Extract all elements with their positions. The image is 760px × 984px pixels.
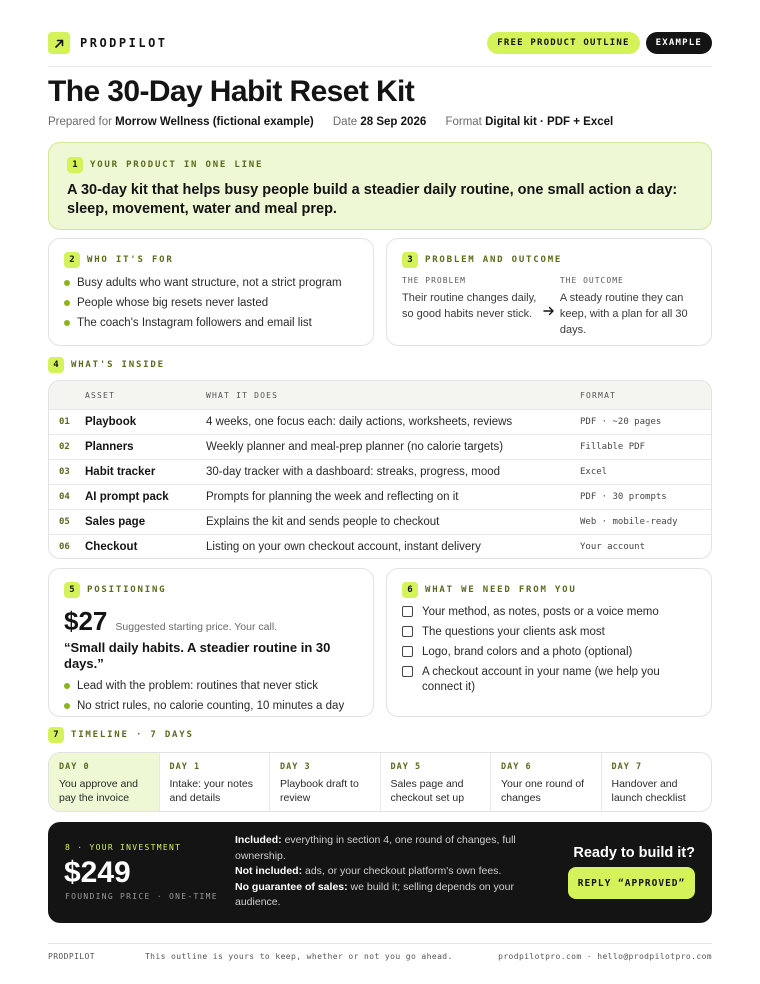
timeline-step <box>49 753 159 811</box>
date-label: Date <box>332 116 358 128</box>
checklist-label: Logo, brand colors and a photo (optional) <box>422 646 633 658</box>
checklist-item[interactable] <box>402 645 696 660</box>
date-value: 28 Sep 2026 <box>360 116 427 128</box>
checkbox[interactable] <box>402 606 413 617</box>
section-number: 3 <box>402 252 418 268</box>
timeline-text: Sales page and checkout set up <box>390 778 465 804</box>
prepared-label: Prepared for <box>48 116 112 128</box>
investment-subtitle: FOUNDING PRICE · ONE-TIME <box>65 892 218 901</box>
timeline-heading <box>48 727 194 743</box>
timeline-day: DAY 7 <box>611 762 643 772</box>
row-what: Prompts for planning the week and reflecting on it <box>206 491 459 503</box>
section-title: YOUR PRODUCT IN ONE LINE <box>90 160 264 170</box>
example-badge: EXAMPLE <box>646 32 712 54</box>
positioning-card <box>48 568 374 717</box>
timeline-text: You approve and pay the invoice <box>59 778 139 804</box>
brand-name: PRODPILOT <box>80 36 168 50</box>
timeline-text: Intake: your notes and details <box>169 778 253 804</box>
timeline-step <box>159 753 270 811</box>
who-its-for-card <box>48 238 374 346</box>
price-note: Suggested starting price. Your call. <box>115 621 278 633</box>
row-number: 04 <box>59 492 70 502</box>
table-row <box>49 459 711 484</box>
timeline-day: DAY 5 <box>390 762 422 772</box>
section-title: WHO IT'S FOR <box>87 255 174 265</box>
footer <box>48 952 712 961</box>
whats-inside-heading <box>48 357 165 373</box>
checklist-item[interactable] <box>402 605 696 620</box>
timeline-step <box>490 753 601 811</box>
section-title: WHAT WE NEED FROM YOU <box>425 585 577 595</box>
row-format: Your account <box>580 542 646 552</box>
page-title: The 30-Day Habit Reset Kit <box>48 75 415 108</box>
header-divider <box>48 66 712 67</box>
list-item: No strict rules, no calorie counting, 10 minutes a day <box>64 699 358 713</box>
row-asset: Checkout <box>85 541 138 553</box>
checkbox[interactable] <box>402 666 413 677</box>
requirements-checklist <box>402 605 696 695</box>
column-header-asset: ASSET <box>85 390 116 400</box>
row-asset: Habit tracker <box>85 466 156 478</box>
timeline-text: Handover and launch checklist <box>611 778 686 804</box>
row-asset: Planners <box>85 441 134 453</box>
row-number: 01 <box>59 417 70 427</box>
timeline-text: Your one round of changes <box>501 778 585 804</box>
row-format: Web · mobile-ready <box>580 517 678 527</box>
checklist-item[interactable] <box>402 665 696 695</box>
timeline-day: DAY 6 <box>501 762 532 772</box>
guarantee-label: No guarantee of sales: <box>235 880 348 893</box>
section-title: WHAT'S INSIDE <box>71 360 165 370</box>
not-included-label: Not included: <box>235 865 303 877</box>
section-number: 6 <box>402 582 418 598</box>
row-format: Excel <box>580 467 608 477</box>
row-what: 30-day tracker with a dashboard: streaks, progress, mood <box>206 466 501 478</box>
header <box>48 30 712 56</box>
row-format: PDF · 30 prompts <box>580 492 667 502</box>
checklist-label: The questions your clients ask most <box>422 626 605 638</box>
timeline-text: Playbook draft to review <box>280 778 359 804</box>
section-title: PROBLEM AND OUTCOME <box>425 255 563 265</box>
whats-inside-table <box>48 380 712 559</box>
table-row <box>49 534 711 559</box>
investment-terms <box>235 833 535 911</box>
section-number: 7 <box>48 727 64 743</box>
timeline <box>48 752 712 812</box>
guarantee-text: we build it; selling depends on your audience. <box>235 880 514 908</box>
arrow-right-icon <box>538 276 560 338</box>
positioning-list <box>64 679 358 713</box>
footer-note: This outline is yours to keep, whether or not you go ahead. <box>144 952 453 961</box>
row-number: 03 <box>59 467 70 477</box>
included-label: Included: <box>235 834 282 846</box>
timeline-step <box>269 753 380 811</box>
table-row <box>49 509 711 534</box>
row-asset: Sales page <box>85 516 146 528</box>
section-title: TIMELINE · 7 DAYS <box>71 730 194 740</box>
section-number: 1 <box>67 157 83 173</box>
list-item: People whose big resets never lasted <box>64 296 358 310</box>
prepared-value: Morrow Wellness (fictional example) <box>115 116 314 128</box>
what-we-need-card <box>386 568 712 717</box>
product-one-line: A 30-day kit that helps busy people build a steadier daily routine, one small action a day: sleep, movement, water and meal prep. <box>67 182 678 217</box>
row-what: Weekly planner and meal-prep planner (no calorie targets) <box>206 441 504 453</box>
outcome-label: THE OUTCOME <box>559 276 624 285</box>
list-item: The coach's Instagram followers and email list <box>64 316 358 330</box>
timeline-day: DAY 0 <box>59 762 90 772</box>
arrow-up-right-icon <box>48 32 70 54</box>
footer-brand: PRODPILOT <box>48 952 95 961</box>
checklist-label: A checkout account in your name (we help you connect it) <box>422 666 660 693</box>
row-asset: Playbook <box>85 416 137 428</box>
section-number: 5 <box>64 582 80 598</box>
checklist-label: Your method, as notes, posts or a voice memo <box>422 606 659 618</box>
table-row <box>49 484 711 509</box>
table-row <box>49 434 711 459</box>
footer-divider <box>48 943 712 944</box>
free-outline-badge: FREE PRODUCT OUTLINE <box>487 32 639 54</box>
section-title: POSITIONING <box>87 585 167 595</box>
row-what: Listing on your own checkout account, instant delivery <box>206 541 481 553</box>
footer-contact[interactable]: prodpilotpro.com · hello@prodpilotpro.com <box>498 952 712 961</box>
product-one-line-card <box>48 142 712 230</box>
table-row <box>49 409 711 434</box>
row-number: 06 <box>59 542 70 552</box>
row-number: 02 <box>59 442 70 452</box>
reply-approved-button[interactable]: REPLY “APPROVED” <box>568 867 695 899</box>
row-asset: AI prompt pack <box>85 491 169 503</box>
meta-line <box>48 116 613 128</box>
row-what: 4 weeks, one focus each: daily actions, worksheets, reviews <box>206 416 513 428</box>
suggested-price: $27 <box>64 606 108 636</box>
list-item: Lead with the problem: routines that never stick <box>64 679 358 693</box>
checkbox[interactable] <box>402 626 413 637</box>
row-what: Explains the kit and sends people to checkout <box>206 516 440 528</box>
included-text: everything in section 4, one round of changes, full ownership. <box>235 834 516 862</box>
investment-panel <box>48 822 712 923</box>
row-format: PDF · ~20 pages <box>580 417 662 427</box>
column-header-format: FORMAT <box>580 390 617 400</box>
outcome-text: A steady routine they can keep, with a plan for all 30 days. <box>559 292 688 336</box>
checkbox[interactable] <box>402 646 413 657</box>
format-value: Digital kit · PDF + Excel <box>485 116 614 128</box>
timeline-step <box>601 753 712 811</box>
cta-heading: Ready to build it? <box>573 845 695 861</box>
not-included-text: ads, or your checkout platform's own fees. <box>305 865 502 877</box>
problem-outcome-card <box>386 238 712 346</box>
timeline-step <box>380 753 491 811</box>
row-format: Fillable PDF <box>580 442 646 452</box>
timeline-day: DAY 3 <box>280 762 311 772</box>
problem-label: THE PROBLEM <box>402 276 466 285</box>
section-number: 4 <box>48 357 64 373</box>
audience-list <box>64 276 358 330</box>
tagline-quote: “Small daily habits. A steadier routine in 30 days.” <box>64 640 331 671</box>
timeline-day: DAY 1 <box>169 762 201 772</box>
table-header <box>49 381 711 409</box>
row-number: 05 <box>59 517 70 527</box>
format-label: Format <box>445 116 482 128</box>
investment-label: 8 · YOUR INVESTMENT <box>65 843 182 852</box>
list-item: Busy adults who want structure, not a strict program <box>64 276 358 290</box>
checklist-item[interactable] <box>402 625 696 640</box>
section-number: 2 <box>64 252 80 268</box>
problem-text: Their routine changes daily, so good habits never stick. <box>402 292 537 320</box>
investment-price: $249 <box>64 856 131 889</box>
column-header-what: WHAT IT DOES <box>206 390 279 400</box>
